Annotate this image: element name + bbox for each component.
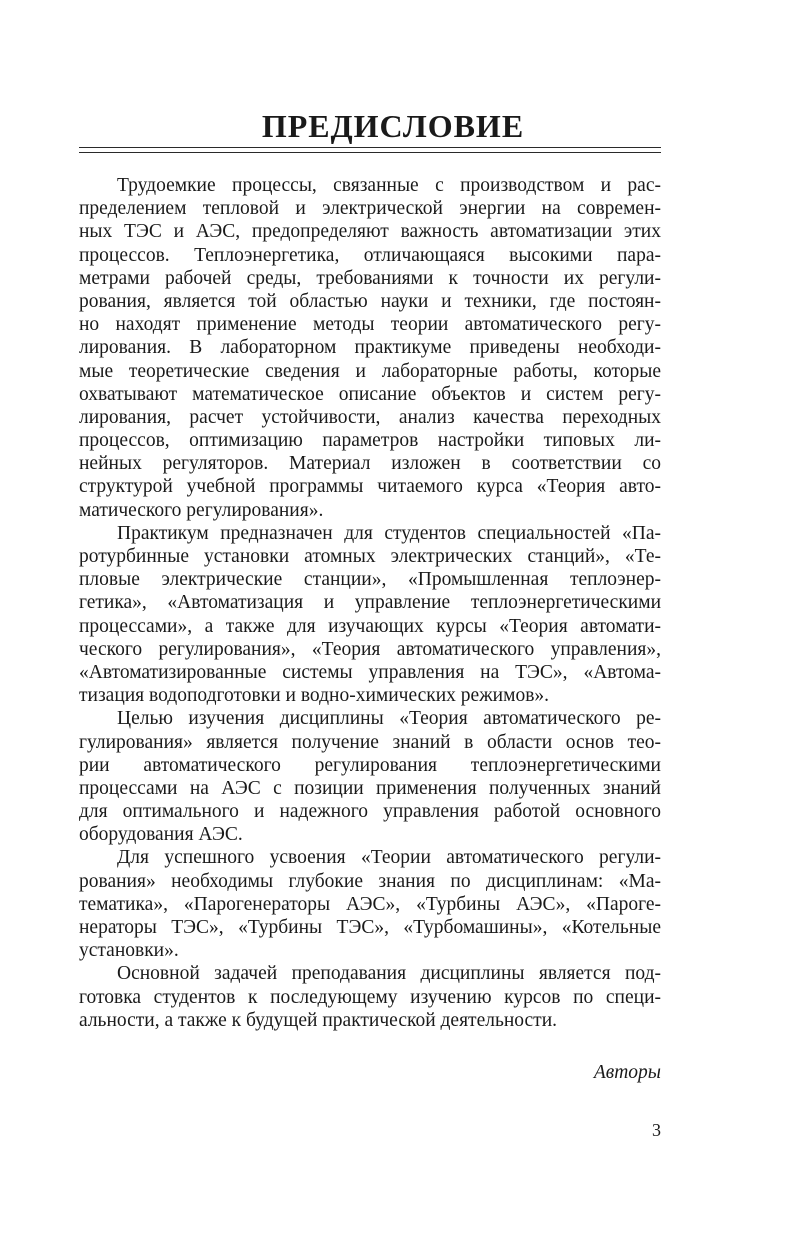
text-line: лирования, расчет устойчивости, анализ качества переходных bbox=[79, 406, 661, 428]
paragraph bbox=[79, 522, 661, 708]
text-line: гулирования» является получение знаний в области основ тео- bbox=[79, 731, 661, 753]
text-line: для оптимального и надежного управления работой основного bbox=[79, 801, 661, 823]
text-line: Основной задачей преподавания дисциплины является под- bbox=[117, 963, 661, 985]
text-line: нераторы ТЭС», «Турбины ТЭС», «Турбомашины», «Котельные bbox=[79, 917, 661, 938]
text-line: процессов, оптимизацию параметров настройки типовых ли- bbox=[79, 430, 661, 452]
text-line: рования, является той областью науки и техники, где постоян- bbox=[79, 290, 661, 312]
text-line: процессов. Теплоэнергетика, отличающаяся высокими пара- bbox=[79, 244, 661, 266]
text-line: «Автоматизированные системы управления на ТЭС», «Автома- bbox=[79, 661, 661, 683]
text-line: ротурбинные установки атомных электрических станций», «Те- bbox=[79, 546, 661, 567]
text-line: процессами на АЭС с позиции применения полученных знаний bbox=[79, 777, 661, 799]
text-line: тематика», «Парогенераторы АЭС», «Турбины АЭС», «Пароге- bbox=[79, 893, 661, 915]
page-number: 3 bbox=[652, 1120, 661, 1140]
text-line: Практикум предназначен для студентов специальностей «Па- bbox=[117, 522, 661, 544]
title-rule-top bbox=[79, 147, 661, 148]
text-line: структурой учебной программы читаемого курса «Теория авто- bbox=[79, 476, 661, 498]
text-line: рии автоматического регулирования теплоэнергетическими bbox=[79, 754, 661, 776]
text-line: матического регулирования». bbox=[79, 499, 324, 521]
page-title: ПРЕДИСЛОВИЕ bbox=[261, 108, 525, 144]
text-line: Для успешного усвоения «Теории автоматического регули- bbox=[117, 847, 661, 869]
text-line: нейных регуляторов. Материал изложен в соответствии со bbox=[79, 453, 661, 475]
text-line: ных ТЭС и АЭС, предопределяют важность автоматизации этих bbox=[79, 221, 661, 243]
text-line: Трудоемкие процессы, связанные с производством и рас- bbox=[117, 175, 661, 196]
paragraph bbox=[79, 962, 661, 1032]
authors-signature: Авторы bbox=[593, 1062, 661, 1083]
text-line: лирования. В лабораторном практикуме приведены необходи- bbox=[79, 337, 661, 359]
text-line: мые теоретические сведения и лабораторные работы, которые bbox=[79, 360, 661, 382]
text-line: метрами рабочей среды, требованиями к точности их регули- bbox=[79, 267, 661, 289]
paragraph bbox=[79, 174, 661, 522]
preface-body bbox=[79, 174, 661, 1032]
text-line: ческого регулирования», «Теория автоматического управления», bbox=[79, 638, 661, 660]
text-line: рования» необходимы глубокие знания по дисциплинам: «Ма- bbox=[79, 870, 661, 892]
text-line: оборудования АЭС. bbox=[79, 824, 243, 846]
text-line: пределением тепловой и электрической энергии на современ- bbox=[79, 198, 661, 220]
text-line: установки». bbox=[79, 940, 179, 962]
text-line: готовка студентов к последующему изучению курсов по специ- bbox=[79, 986, 661, 1008]
paragraph bbox=[79, 707, 661, 846]
text-line: гетика», «Автоматизация и управление теплоэнергетическими bbox=[79, 592, 661, 614]
text-line: пловые электрические станции», «Промышленная теплоэнер- bbox=[79, 569, 661, 591]
text-line: охватывают математическое описание объектов и систем регу- bbox=[79, 383, 661, 405]
text-line: альности, а также к будущей практической деятельности. bbox=[79, 1009, 558, 1031]
text-line: Целью изучения дисциплины «Теория автоматического ре- bbox=[117, 708, 661, 730]
text-line: но находят применение методы теории автоматического регу- bbox=[79, 314, 661, 336]
text-line: тизация водоподготовки и водно-химических режимов». bbox=[79, 685, 550, 707]
paragraph bbox=[79, 846, 661, 962]
title-rule-bottom bbox=[79, 152, 661, 153]
text-line: процессами», а также для изучающих курсы «Теория автомати- bbox=[79, 615, 661, 637]
